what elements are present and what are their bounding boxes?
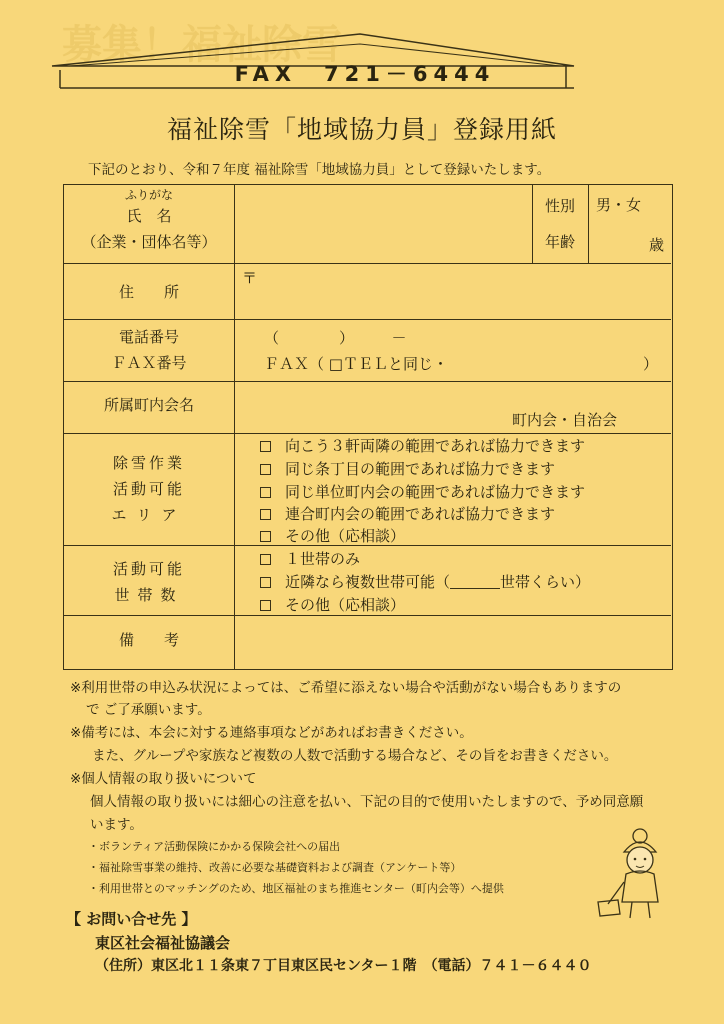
note-remarks: ※備考には、本会に対する連絡事項などがあればお書きください。 (70, 725, 473, 741)
households-label-line1: 活動可能 (112, 560, 185, 578)
registration-form (63, 184, 673, 670)
checkbox[interactable] (260, 554, 271, 565)
area-option-3[interactable]: 同じ単位町内会の範囲であれば協力できます (260, 481, 585, 502)
furigana-label: ふりがな (124, 188, 173, 202)
area-label-line2: 活動可能 (112, 480, 185, 498)
name-field[interactable] (262, 209, 522, 249)
checkbox[interactable] (260, 531, 271, 542)
name-label: 氏 名 (126, 207, 172, 225)
town-association-suffix: 町内会・自治会 (512, 411, 618, 429)
note-availability-line2: で ご了承願います。 (86, 702, 211, 718)
remarks-label: 備 考 (118, 631, 179, 649)
privacy-purpose-1: ・ボランティア活動保険にかかる保険会社への届出 (88, 840, 341, 853)
privacy-purpose-3: ・利用世帯とのマッチングのため、地区福祉のまち推進センター（町内会等）へ提供 (88, 882, 504, 895)
fax-field[interactable]: ＦＡＸ（ □ＴＥＬと同じ・ ） (264, 355, 658, 373)
sex-options[interactable]: 男・女 (596, 196, 642, 214)
address-field[interactable] (262, 269, 662, 315)
intro-text: 下記のとおり、令和７年度 福祉除雪「地域協力員」として登録いたします。 (88, 162, 551, 178)
checkbox[interactable] (260, 441, 271, 452)
contact-organization: 東区社会福祉協議会 (95, 934, 231, 952)
note-availability-line1: ※利用世帯の申込み状況によっては、ご希望に添えない場合や活動がない場合もありますの (70, 680, 622, 696)
town-association-label: 所属町内会名 (103, 396, 194, 414)
note-privacy-line2: います。 (90, 817, 143, 833)
area-label-line1: 除雪作業 (112, 454, 185, 472)
name-sub-label: （企業・団体名等） (81, 233, 217, 251)
roof-banner (0, 0, 724, 110)
note-privacy-line1: 個人情報の取り扱いには細心の注意を払い、下記の目的で使用いたしますので、予め同意願 (90, 794, 644, 810)
age-unit: 歳 (649, 236, 665, 254)
households-option-3[interactable]: その他（応相談） (260, 594, 405, 615)
fax-label: ＦＡＸ番号 (111, 354, 187, 372)
privacy-purpose-2: ・福祉除雪事業の維持、改善に必要な基礎資料および調査（アンケート等） (88, 861, 462, 874)
page-title: 福祉除雪「地域協力員」登録用紙 (166, 115, 557, 144)
snow-shoveling-child-illustration (594, 822, 672, 922)
background-title-text: 募集！福祉除雪 (62, 22, 342, 68)
contact-heading: 【 お問い合せ先 】 (66, 910, 197, 928)
area-option-1[interactable]: 向こう３軒両隣の範囲であれば協力できます (260, 435, 585, 456)
address-label: 住 所 (118, 283, 179, 301)
households-count-blank[interactable] (450, 574, 500, 589)
households-label-line2: 世帯数 (114, 586, 184, 604)
checkbox[interactable] (260, 577, 271, 588)
checkbox[interactable] (260, 509, 271, 520)
area-label-line3: エリア (111, 506, 187, 524)
phone-field[interactable]: （ ） － (264, 329, 407, 347)
age-label: 年齢 (544, 233, 575, 251)
postal-mark: 〒 (242, 269, 258, 287)
households-option-2[interactable]: 近隣なら複数世帯可能（ 世帯くらい） (260, 571, 590, 592)
note-group-activity: また、グループや家族など複数の人数で活動する場合など、その旨をお書きください。 (92, 748, 618, 764)
households-option-1[interactable]: １世帯のみ (260, 548, 360, 569)
note-privacy-heading: ※個人情報の取り扱いについて (70, 771, 257, 787)
contact-address-phone: （住所）東区北１１条東７丁目東区民センター１階 （電話）７４１－６４４０ (95, 958, 592, 974)
checkbox[interactable] (260, 600, 271, 611)
checkbox[interactable] (260, 464, 271, 475)
area-option-4[interactable]: 連合町内会の範囲であれば協力できます (260, 503, 555, 524)
phone-label: 電話番号 (118, 328, 179, 346)
area-option-2[interactable]: 同じ条丁目の範囲であれば協力できます (260, 458, 555, 479)
sex-label: 性別 (544, 197, 575, 215)
fax-number-banner: FAX 721－6444 (234, 62, 496, 86)
remarks-field[interactable] (254, 621, 654, 665)
checkbox[interactable] (260, 487, 271, 498)
area-option-5[interactable]: その他（応相談） (260, 525, 405, 546)
